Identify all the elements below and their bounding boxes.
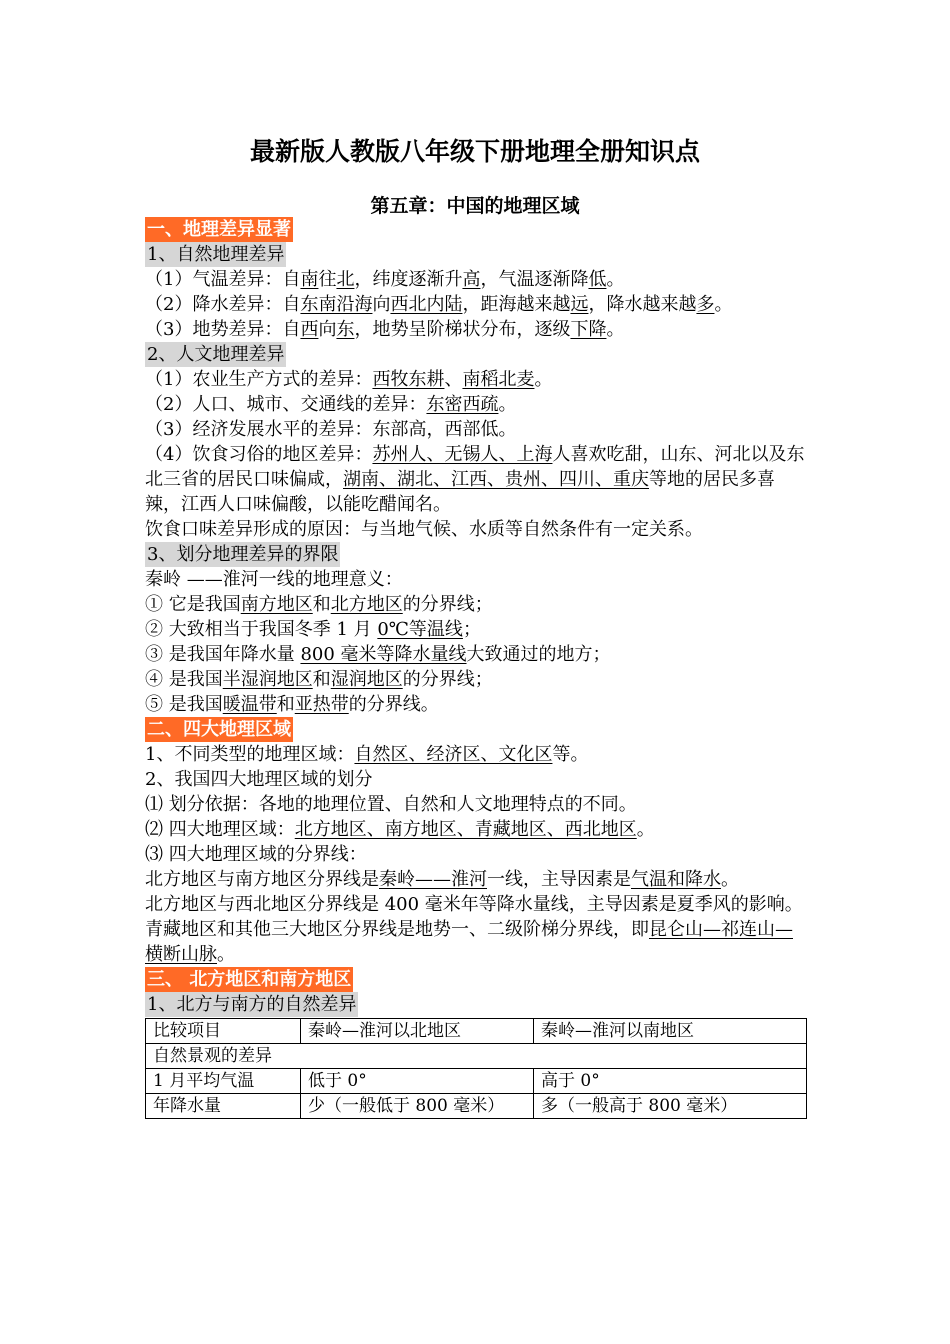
list-item: ② 大致相当于我国冬季 1 月 0℃等温线；	[145, 619, 481, 640]
paragraph: （3）地势差异：自西向东，地势呈阶梯状分布，逐级下降。	[145, 319, 625, 340]
list-item: ③ 是我国年降水量 800 毫米等降水量线大致通过的地方；	[145, 644, 611, 665]
table-section-cell: 自然景观的差异	[146, 1044, 807, 1069]
document-title: 最新版人教版八年级下册地理全册知识点	[249, 137, 700, 166]
paragraph: 1、不同类型的地理区域：自然区、经济区、文化区等。	[145, 744, 589, 765]
paragraph: （1）气温差异：自南往北，纬度逐渐升高，气温逐渐降低。	[145, 269, 625, 290]
paragraph: ⑶ 四大地理区域的分界线：	[145, 844, 367, 865]
paragraph: 青藏地区和其他三大地区分界线是地势一、二级阶梯分界线，即昆仑山—祁连山—横断山脉。	[145, 919, 793, 965]
paragraph: （2）人口、城市、交通线的差异：东密西疏。	[145, 394, 517, 415]
paragraph: ⑴ 划分依据：各地的地理位置、自然和人文地理特点的不同。	[145, 794, 637, 815]
paragraph: 秦岭 ——淮河一线的地理意义：	[145, 569, 403, 590]
table-header-cell: 秦岭—淮河以南地区	[534, 1019, 807, 1044]
table-cell: 少（一般低于 800 毫米）	[301, 1094, 534, 1119]
table-section-row	[146, 1044, 807, 1069]
table-row	[146, 1094, 807, 1119]
table-header-cell: 秦岭—淮河以北地区	[301, 1019, 534, 1044]
paragraph: 饮食口味差异形成的原因：与当地气候、水质等自然条件有一定关系。	[145, 519, 703, 540]
paragraph: （4）饮食习俗的地区差异：苏州人、无锡人、上海人喜欢吃甜，山东、河北以及东北三省的居民口味偏咸，湖南、湖北、江西、贵州、四川、重庆等地的居民多喜辣，江西人口味偏酸，以能吃醋闻名。	[145, 444, 805, 515]
list-item: ⑤ 是我国暖温带和亚热带的分界线。	[145, 694, 439, 715]
chapter-title: 第五章：中国的地理区域	[370, 195, 580, 217]
table-cell: 低于 0°	[301, 1069, 534, 1094]
section-heading: 三、 北方地区和南方地区	[147, 969, 352, 990]
paragraph: 2、我国四大地理区域的划分	[145, 769, 373, 790]
subsection-heading: 1、自然地理差异	[147, 244, 285, 265]
table-cell: 高于 0°	[534, 1069, 807, 1094]
paragraph: （3）经济发展水平的差异：东部高，西部低。	[145, 419, 517, 440]
table-cell: 1 月平均气温	[146, 1069, 301, 1094]
table-cell: 年降水量	[146, 1094, 301, 1119]
paragraph: ⑵ 四大地理区域：北方地区、南方地区、青藏地区、西北地区。	[145, 819, 655, 840]
subsection-heading: 3、划分地理差异的界限	[147, 544, 339, 565]
paragraph: （2）降水差异：自东南沿海向西北内陆，距海越来越远，降水越来越多。	[145, 294, 733, 315]
paragraph: （1）农业生产方式的差异：西牧东耕、南稻北麦。	[145, 369, 553, 390]
subsection-heading: 2、人文地理差异	[147, 344, 285, 365]
section-heading: 二、四大地理区域	[147, 719, 291, 740]
table-header-cell: 比较项目	[146, 1019, 301, 1044]
list-item: ④ 是我国半湿润地区和湿润地区的分界线；	[145, 669, 493, 690]
table-row	[146, 1069, 807, 1094]
list-item: ① 它是我国南方地区和北方地区的分界线；	[145, 594, 493, 615]
paragraph: 北方地区与西北地区分界线是 400 毫米年等降水量线，主导因素是夏季风的影响。	[145, 894, 803, 915]
comparison-table	[145, 1018, 807, 1119]
document-body	[145, 217, 810, 1119]
subsection-heading: 1、北方与南方的自然差异	[147, 994, 357, 1015]
table-header-row	[146, 1019, 807, 1044]
table-cell: 多（一般高于 800 毫米）	[534, 1094, 807, 1119]
paragraph: 北方地区与南方地区分界线是秦岭——淮河一线，主导因素是气温和降水。	[145, 869, 739, 890]
section-heading: 一、地理差异显著	[147, 219, 291, 240]
